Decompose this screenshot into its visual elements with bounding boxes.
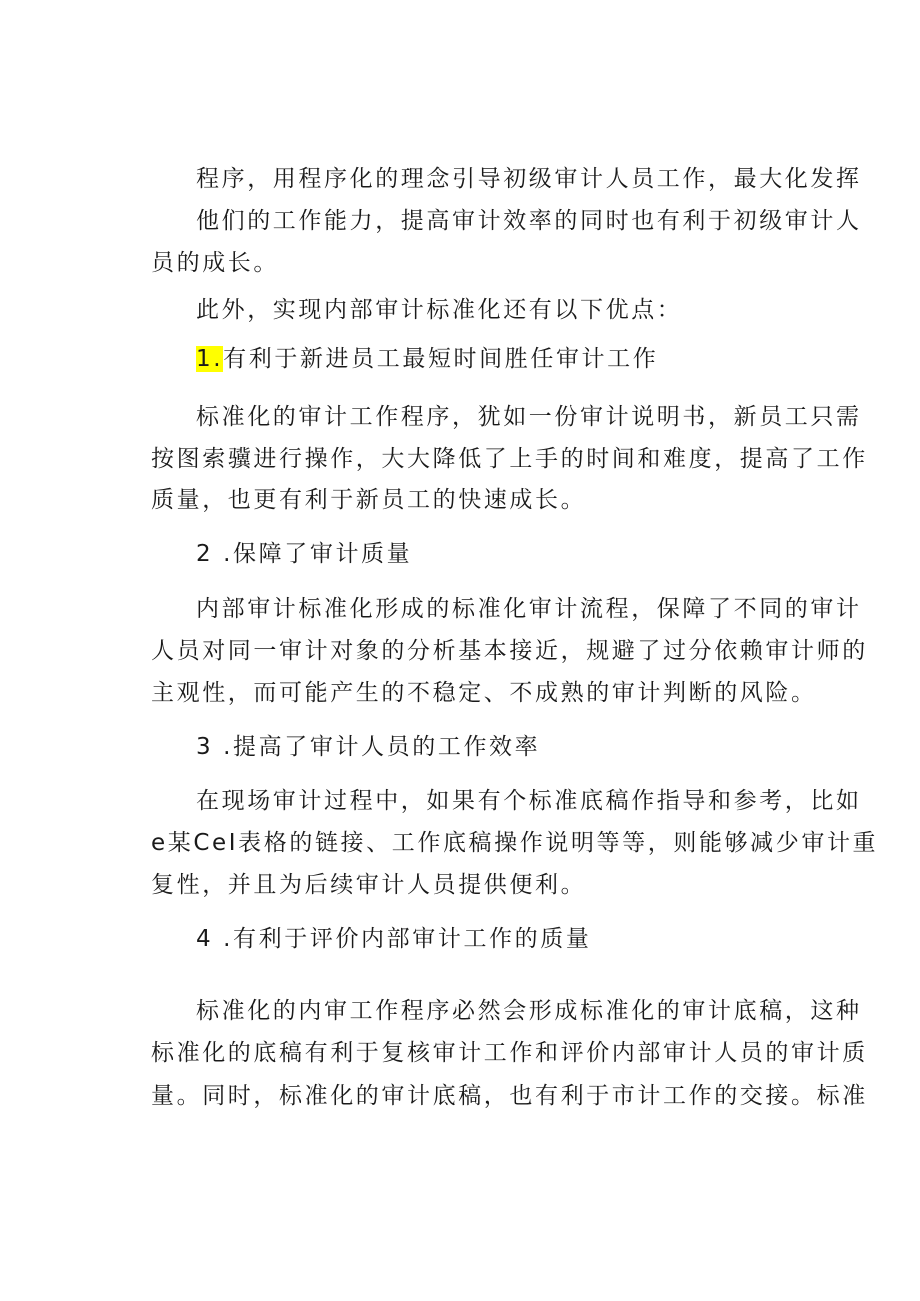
heading-1 [196, 344, 658, 374]
para-3-line-1: 在现场审计过程中，如果有个标准底稿作指导和参考，比如 [196, 788, 862, 814]
para-2-line-1: 内部审计标准化形成的标准化审计流程，保障了不同的审计 [196, 596, 862, 622]
para-3-line-2: e某CeI表格的链接、工作底稿操作说明等等，则能够减少审计重 [151, 830, 879, 856]
para-intro-line-2: 他们的工作能力，提高审计效率的同时也有利于初级审计人 [196, 208, 862, 234]
para-intro-line-3: 员的成长。 [151, 250, 279, 276]
para-2-line-2: 人员对同一审计对象的分析基本接近，规避了过分依赖审计师的 [151, 638, 868, 664]
heading-1-number: 1. [196, 346, 224, 372]
para-4-line-2: 标准化的底稿有利于复核审计工作和评价内部审计人员的审计质 [151, 1040, 868, 1066]
para-intro-line-1: 程序，用程序化的理念引导初级审计人员工作，最大化发挥 [196, 166, 862, 192]
para-4-line-1: 标准化的内审工作程序必然会形成标准化的审计底稿，这种 [196, 998, 862, 1024]
para-1-line-3: 质量，也更有利于新员工的快速成长。 [151, 487, 587, 513]
heading-4: 4 .有利于评价内部审计工作的质量 [196, 926, 592, 952]
para-2-line-3: 主观性，而可能产生的不稳定、不成熟的审计判断的风险。 [151, 680, 817, 706]
heading-2: 2 .保障了审计质量 [196, 541, 413, 567]
heading-1-text: 有利于新进员工最短时间胜任审计工作 [223, 346, 659, 372]
para-3-line-3: 复性，并且为后续审计人员提供便利。 [151, 872, 587, 898]
para-4-line-3: 量。同时，标准化的审计底稿，也有利于市计工作的交接。标准 [151, 1083, 868, 1109]
heading-3: 3 .提高了审计人员的工作效率 [196, 734, 541, 760]
para-1-line-1: 标准化的审计工作程序，犹如一份审计说明书，新员工只需 [196, 404, 862, 430]
para-1-line-2: 按图索骥进行操作，大大降低了上手的时间和难度，提高了工作 [151, 446, 868, 472]
advantages-intro: 此外，实现内部审计标准化还有以下优点： [196, 297, 683, 323]
